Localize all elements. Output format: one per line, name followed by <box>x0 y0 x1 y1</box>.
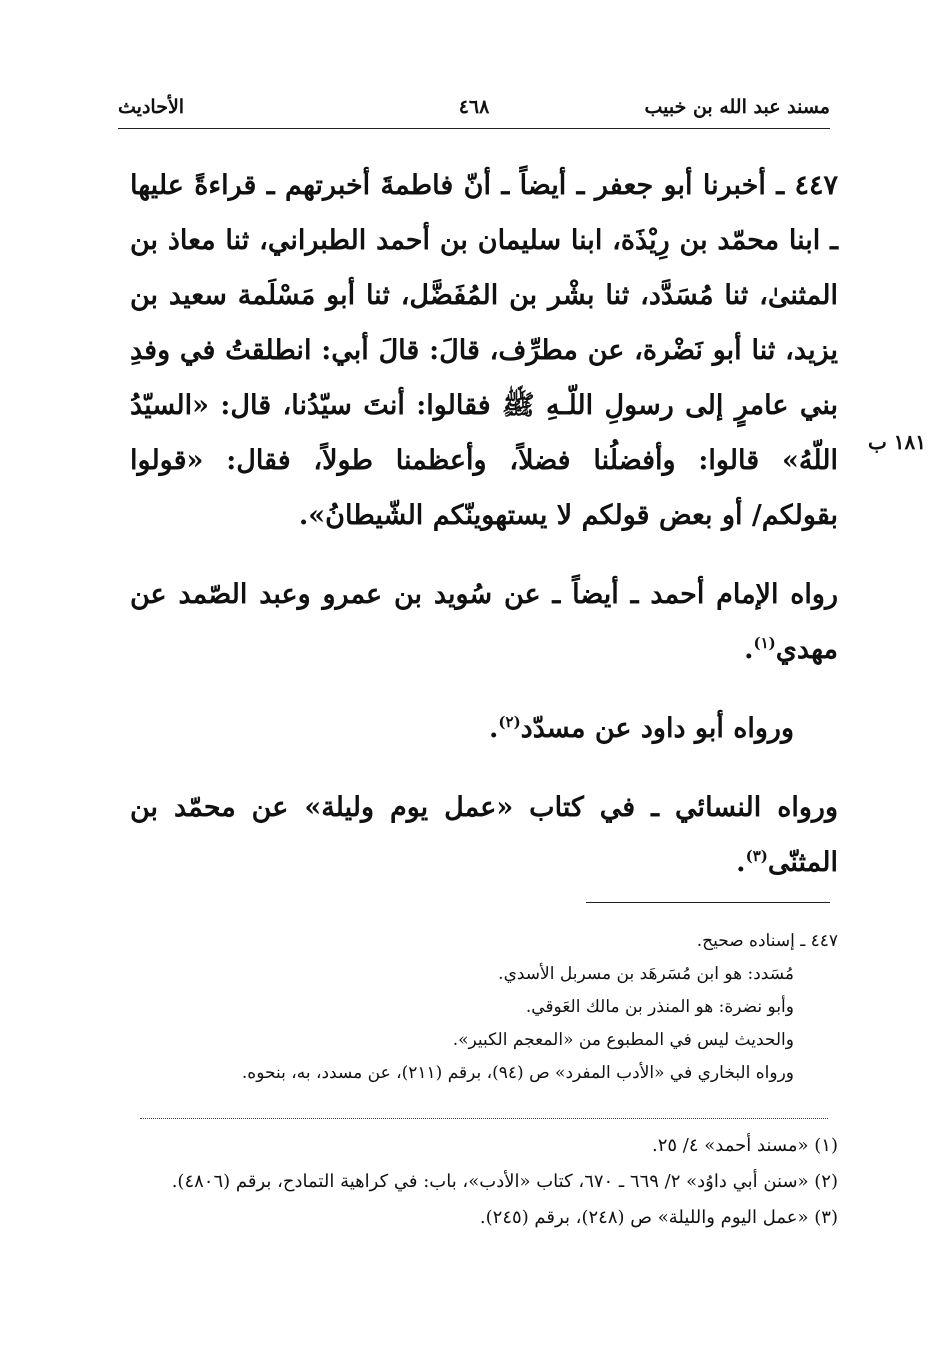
narration-text: رواه الإمام أحمد ـ أيضاً ـ عن سُويد بن عمرو وعبد الصّمد عن مهدي <box>130 579 838 665</box>
reference-2: (٢) «سنن أبي داوُد» ٢/ ٦٦٩ ـ ٦٧٠، كتاب «الأدب»، باب: في كراهية التمادح، برقم (٤٨٠٦). <box>171 1171 838 1192</box>
running-header <box>118 92 830 128</box>
note-line: وأبو نضرة: هو المنذر بن مالك العَوقي. <box>525 997 794 1017</box>
header-rule <box>118 128 830 129</box>
note-line: ورواه البخاري في «الأدب المفرد» ص (٩٤)، برقم (٢١١)، عن مسدد، به، بنحوه. <box>241 1063 794 1083</box>
footnote-marker: (٣) <box>745 847 768 865</box>
header-book-title: مسند عبد الله بن خبيب <box>644 96 830 118</box>
editor-notes <box>130 925 838 1090</box>
header-section-title: الأحاديث <box>118 96 185 118</box>
narration-text: ورواه أبو داود عن مسدّد <box>520 713 794 744</box>
reference-3: (٣) «عمل اليوم والليلة» ص (٢٤٨)، برقم (٢٤٥). <box>479 1207 838 1228</box>
footnote-marker: (٢) <box>498 713 521 731</box>
main-text <box>130 158 838 914</box>
narration-ahmad: رواه الإمام أحمد ـ أيضاً ـ عن سُويد بن عمرو وعبد الصّمد عن مهدي$^{(١)}$. <box>130 579 838 665</box>
narration-nasai: ورواه النسائي ـ في كتاب «عمل يوم وليلة» عن محمّد بن المثنّى$^{(٣)}$. <box>130 792 838 878</box>
manuscript-folio-note: ١٨١ ب <box>868 430 927 454</box>
narration-text: ورواه النسائي ـ في كتاب «عمل يوم وليلة» عن محمّد بن المثنّى <box>130 792 838 878</box>
footnote-marker: (١) <box>753 634 776 652</box>
footnote-references <box>130 1128 838 1236</box>
notes-rule <box>586 902 830 903</box>
note-line: مُسَدد: هو ابن مُسَرهَد بن مسربل الأسدي. <box>498 964 794 984</box>
references-divider <box>140 1118 828 1119</box>
hadith-447: ٤٤٧ ـ أخبرنا أبو جعفر ـ أيضاً ـ أنّ فاطمةَ أخبرتهم ـ قراءةً عليها ـ ابنا محمّد بن رِيْذَة، ابنا سليمان بن أحمد الطبراني، ثنا معاذ بن المثنىٰ، ثنا مُسَدَّد، ثنا بشْر بن المُفَضَّل، ثنا أبو مَسْلَمة سعيد بن يزيد، ثنا أبو نَضْرة، عن مطرِّف، قالَ: قالَ أبي: انطلقتُ في وفدِ بني عامرٍ إلى رسولِ اللّـهِ ﷺ فقالوا: أنتَ سيّدُنا، قال: «السيّدُ اللّهُ» قالوا: وأفضلُنا فضلاً، وأعظمنا طولاً، فقال: «قولوا بقولكم/ أو بعض قولكم لا يستهوينّكم الشّيطانُ». <box>130 170 838 531</box>
page-number: ٤٦٨ <box>458 96 490 118</box>
note-isnad: ٤٤٧ ـ إسناده صحيح. <box>696 931 838 951</box>
reference-1: (١) «مسند أحمد» ٤/ ٢٥. <box>651 1135 838 1156</box>
note-line: والحديث ليس في المطبوع من «المعجم الكبير». <box>452 1030 794 1050</box>
narration-abu-dawud: ورواه أبو داود عن مسدّد$^{(٢)}$. <box>488 713 794 744</box>
